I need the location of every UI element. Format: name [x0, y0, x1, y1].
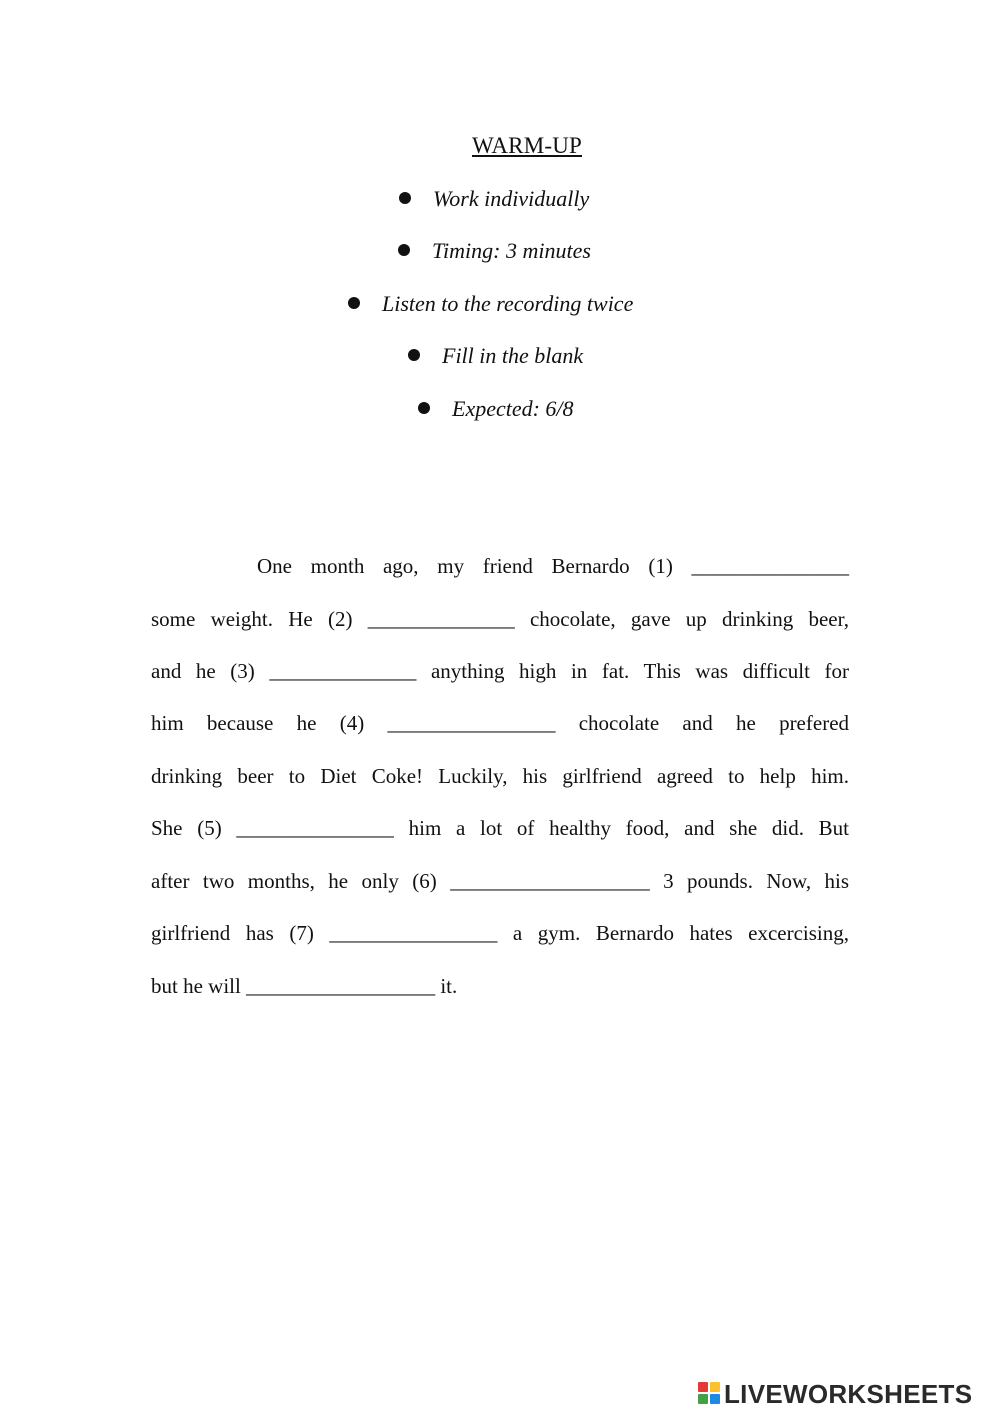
liveworksheets-logo-icon [698, 1382, 722, 1406]
passage-line: girlfriend has (7) ________________ a gym. Bernardo hates excercising, [151, 921, 850, 945]
answer-blank-4[interactable]: ________________ [387, 711, 556, 735]
answer-blank-6[interactable]: ___________________ [450, 869, 650, 893]
bullet-icon [399, 192, 411, 204]
instruction-item: Listen to the recording twice [348, 290, 633, 318]
logo-square-green [698, 1394, 708, 1404]
answer-blank-5[interactable]: _______________ [236, 816, 394, 840]
logo-square-red [698, 1382, 708, 1392]
bullet-icon [408, 349, 420, 361]
instruction-item: Fill in the blank [408, 342, 583, 370]
answer-blank-8[interactable]: __________________ [246, 974, 436, 998]
passage-line: after two months, he only (6) ___________________ 3 pounds. Now, his [151, 869, 849, 893]
bullet-icon [398, 244, 410, 256]
instruction-item: Timing: 3 minutes [398, 237, 591, 265]
answer-blank-3[interactable]: ______________ [269, 659, 417, 683]
instruction-item: Work individually [399, 185, 589, 213]
logo-text: LIVEWORKSHEETS [724, 1378, 973, 1409]
answer-blank-1[interactable]: _______________ [691, 554, 849, 578]
bullet-icon [348, 297, 360, 309]
answer-blank-7[interactable]: ________________ [329, 921, 498, 945]
logo-square-blue [710, 1394, 720, 1404]
passage-line: some weight. He (2) ______________ chocolate, gave up drinking beer, [151, 607, 849, 631]
passage-line: One month ago, my friend Bernardo (1) _______________ [257, 554, 849, 578]
worksheet-title: WARM-UP [471, 133, 583, 158]
passage-line: drinking beer to Diet Coke! Luckily, his girlfriend agreed to help him. [151, 764, 849, 788]
answer-blank-2[interactable]: ______________ [367, 607, 515, 631]
logo-square-yellow [710, 1382, 720, 1392]
passage-line: She (5) _______________ him a lot of healthy food, and she did. But [151, 816, 849, 840]
instruction-item: Expected: 6/8 [418, 395, 574, 423]
bullet-icon [418, 402, 430, 414]
liveworksheets-logo [698, 1378, 972, 1410]
passage-line: and he (3) ______________ anything high in fat. This was difficult for [151, 659, 849, 683]
passage-line: him because he (4) ________________ chocolate and he prefered [151, 711, 850, 735]
passage-line: but he will __________________ it. [151, 974, 458, 998]
